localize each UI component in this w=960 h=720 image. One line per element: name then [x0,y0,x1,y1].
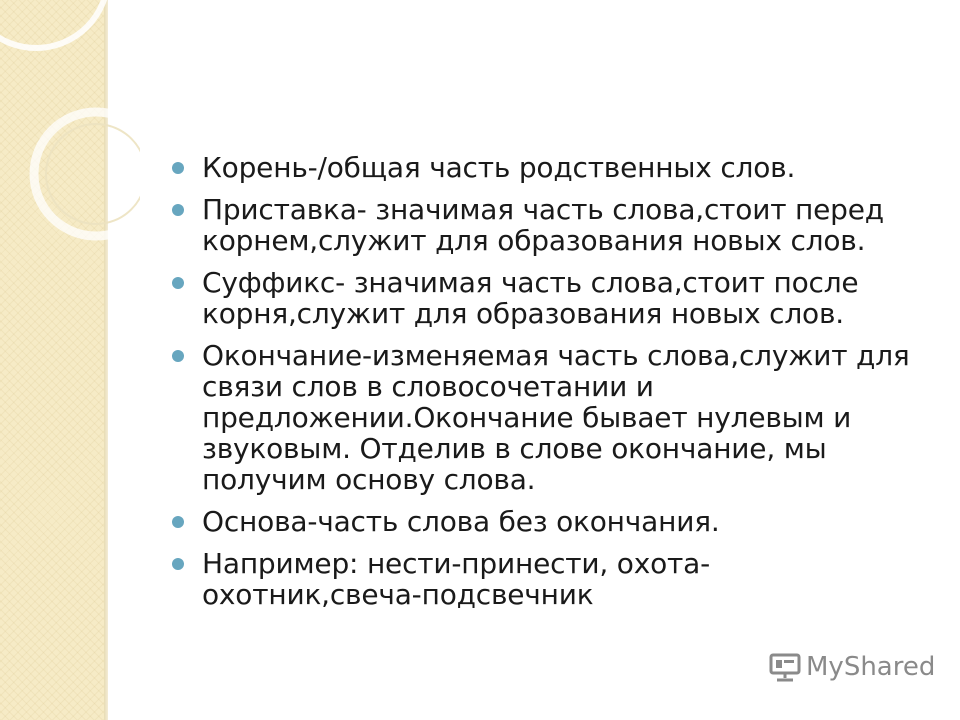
bullet-list [168,152,928,610]
list-item [168,267,928,329]
bullet-text: Корень-/общая часть родственных слов. [202,151,796,184]
watermark-logo [768,652,935,682]
list-item [168,506,928,537]
watermark-text: MyShared [806,652,936,682]
bullet-text: Основа-часть слова без окончания. [202,505,720,538]
circle-bullet-icon [172,558,184,570]
slide-content [168,152,928,621]
circle-bullet-icon [172,162,184,174]
list-item [168,548,928,610]
presentation-board-icon [768,652,802,682]
circle-bullet-icon [172,204,184,216]
circle-bullet-icon [172,277,184,289]
bullet-text: Например: нести-принести, охота-охотник,свеча-подсвечник [202,547,711,611]
bullet-text: Приставка- значимая часть слова,стоит перед корнем,служит для образования новых слов. [202,193,884,257]
list-item [168,194,928,256]
list-item [168,340,928,495]
decorative-side-panel [0,0,104,720]
list-item [168,152,928,183]
side-panel-edge [104,0,108,720]
circle-bullet-icon [172,350,184,362]
bullet-text: Суффикс- значимая часть слова,стоит после корня,служит для образования новых слов. [202,266,859,330]
circle-bullet-icon [172,516,184,528]
bullet-text: Окончание-изменяемая часть слова,служит для связи слов в словосочетании и предложении.Окончание бывает нулевым и звуковым. Отделив в слове окончание, мы получим основу слова. [202,339,910,496]
